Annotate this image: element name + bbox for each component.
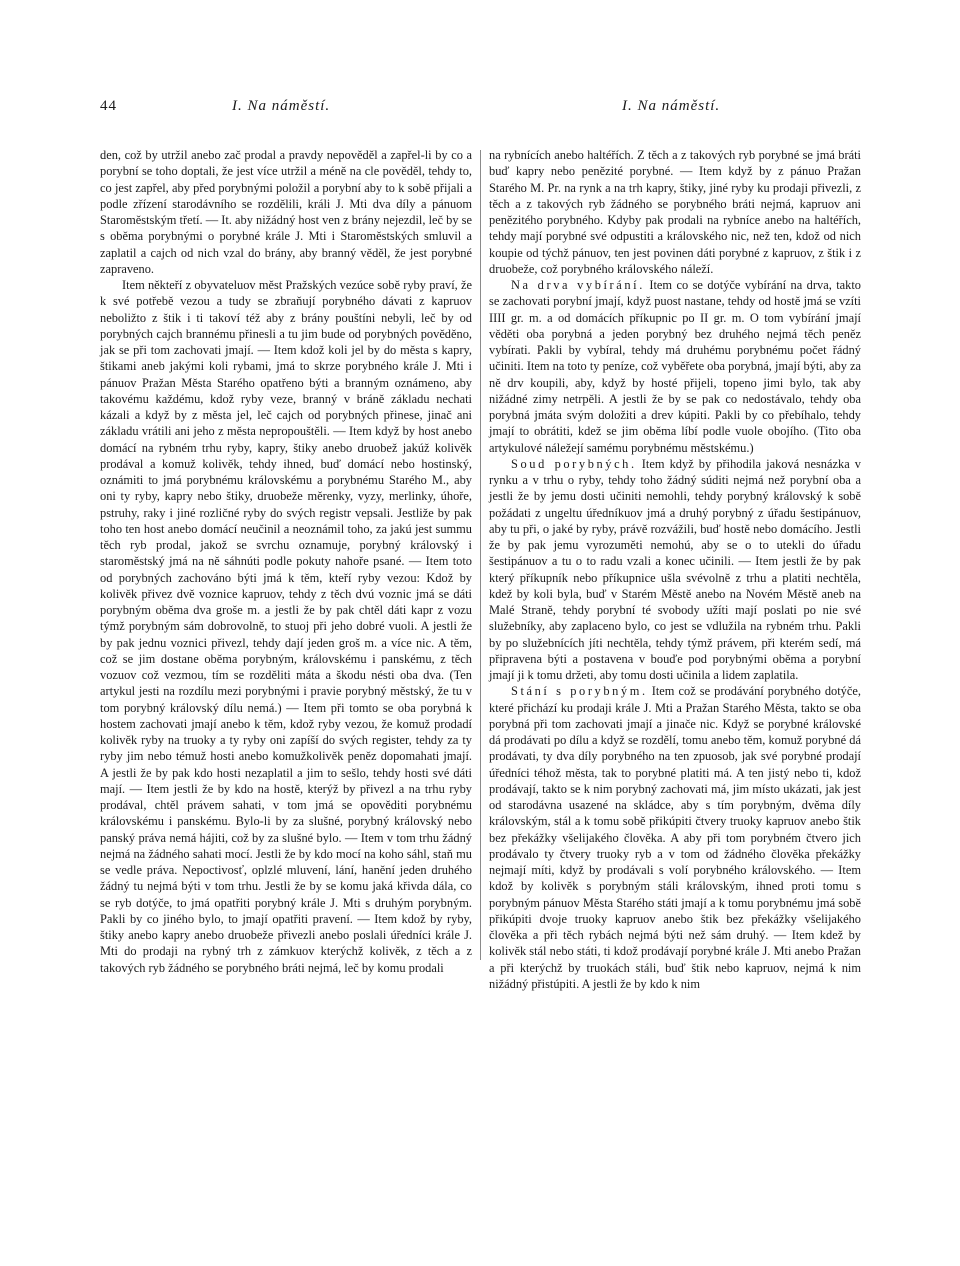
- running-title-left: I. Na náměstí.: [232, 98, 331, 114]
- right-column: [489, 147, 861, 992]
- right-paragraph-3-text: Item když by přihodila jaková nesnázka v rynku a v trhu o ryby, tehdy toho žádný súditi nejmá než porybní oba a jestli že by jemu dosti učiniti nemohli, tehdy porybný královský k sobě požádati z ungeltu úředníkuov jmá a druhý porybný z úřadu šestipánuov, aby tu při, o jaké by ryby, právě rozvážili, buď hostě nebo domácího. Jestli že by pak jemu vyrozuměti nemohú, aby se o to utekli do úřadu šestipánuov a tu o to radu vzali a konec učinili. — Item jestli že by pak který příkupník nebo příkupnice ušla svévolně z trhu a platiti nechtěla, kdež by koli byla, buď v Starém Městě anebo na Novém Městě aneb na Malé Straně, tehdy porybní té svobody užíti mají poslati po nie své služebníky, aby zaplaceno bylo, co jest se vdlužila na rybném trhu. Pakli by po služebnících jíti nechtěla, tehdy týmž právem, při kterém sedí, má připravena býti a postavena v bouďe pod porybnými oběma a porybní jmají ji k tomu držeti, aby tomu dosti učinila a lidem zaplatila.: [489, 456, 861, 682]
- section-heading-soud: Soud porybných.: [511, 456, 637, 471]
- section-heading-drva: Na drva vybírání.: [511, 278, 645, 292]
- right-paragraph-4: [489, 683, 861, 992]
- left-paragraph-2: Item někteří z obyvateluov měst Pražských vezúce sobě ryby praví, že k své potřebě vezou a tudy se zbraňují porybného dávati z kapruov neboližto z štik i ti takoví též aby z brány pouštíni nebyli, leč by od porybných cajch brannému přinesli a tu jim bude od porybných pověděno, jak se při tom zachovati jmají. — Item kdož koli jel by do města s kapry, štikami aneb jakými koli rybami, jmá to skrze porybného krále J. Mti i pánuov Pražan Města Starého opatřeno býti a branným oznámeno, aby takovému každému, kdož ryby veze, branný v bráně základu nechati kázali a když by z města jel, leč cajch od porybných přinese, jinač ani základu vrátili ani jeho z města nepropouštěli. — Item když by host anebo domácí na rybném trhu ryby, kapry, štiky anebo druobež jakúž kolivěk prodával a komuž kolivěk, tehdy ihned, buď domácí nebo hostinský, oznámiti to jmá porybnému královskému a porybnému Starého M., aby oni ty ryby, kapry nebo štiky, druobeže měrenky, vyzy, merlinky, úhoře, pstruhy, raky i jiné rozličné ryby do svých registr vepsali. Jestliže by pak toho ten host anebo domácí neučinil a neoznámil toho, za jakú jest summu těch ryb prodal, jakož se svrchu oznamuje, porybný královský i staroměstský jmá na ně sáhnúti podle pokuty nahoře psané. — Item toto od porybných zachováno býti jmá k těm, kteří ryby vezou: Kdož by kolivěk přivez dvě voznice kapruov, tehdy z těch dvú voznic jmá se dáti porybným oběma dva groše m. a jestli že by pak chtěl dáti kapr z vozu týmž porybným sám dobrovolně, to stuoj při jeho dobré vuoli. A jestli že by pak jednu voznici přivezl, tehdy dají jeden groš m. a více nic. A těm, což se jim dostane oběma porybným, královskému i panskému, z těch vozuov což vezmou, tím se rozděliti máta a škodu nésti oba dva. (Ten artykul jesti na rozdílu mezi porybnými i pravie porybný městský, že tu v tom porybný královský dílu nemá.) — Item při tomto se oba porybná k hostem zachovati jmají anebo k těm, kdož ryby vezou, že komuž prodadí kolivěk ryby na truoky a ty ryby oni zapíší do svých register, tehdy za ty ryby jim nebo témuž hosti anebo komužkolivěk peněz dopomahati jmají. A jestli že by pak kdo hosti nezaplatil a jim to sešlo, tehdy hosti své dáti mají. — Item jestli že by kdo na hostě, kterýž by přivezl a na trhu ryby prodával, chtěl právem sahati, v tom jmá se opověditi porybnému královskému i panskému. Bylo-li by za slušné, porybný královský nebo panský práva nemá hájiti, což by za slušné bylo. — Item v tom trhu žádný nejmá na žádného sahati mocí. Jestli že by kdo mocí na koho sáhl, staň mu se vedle práva. Nepoctivosť, oplzlé mluvení, lání, hanění jeden druhého žádný tu nejmá býti v tom trhu. Jestli že by se komu jaká křivda dála, co se ryb dotýče, to jmá opatřiti porybný krále J. Mti s druhým porybným. Pakli by co jiného bylo, to jmají opatřiti pravení. — Item kdož by ryby, štiky anebo kapry anebo druobeže přivezli anebo poslali úředníci krále J. Mti do prodaji na rybný trh z zámkuov kterýchž kolivěk, z těch a z takových ryb žádného se porybného bráti nejmá, leč by komu prodali: [100, 278, 472, 975]
- right-paragraph-2: [489, 277, 861, 456]
- column-divider: [480, 150, 481, 960]
- right-paragraph-4-text: Item což se prodávání porybného dotýče, které přichází ku prodaji krále J. Mti a Pražan Starého Města, takto se oba porybná při tom zachovati jmají a jinače nic. Když se porybné královské dá prodávati po dílu a když se rozdělí, tomu anebo těm, komuž porybné dá prodávati, ty dva díly porybného na ten zpuosob, jak své porybné prodají úředníci téhož města, tak to porybné platiti má. A ten jistý nebo ti, kdož prodávají, takto se k nim porybný zachovati má, jim místo ukázati, jak jest od starodávna usazené na skládce, aby s tím porybným, dvěma díly královským, stál a k tomu sobě přikúpiti čtvery truoky kapruov anebo štik bez překážky všelijakého člověka. A aby při tom porybném čtvero jich prodávalo ty čtvery truoky ryb a v tom od žádného člověka překážky nejmají míti, když by prodávali s volí porybného královského. — Item kdož by kolivěk s porybným stáli královským, ihned proti tomu s porybným pánuov Města Starého státi jmají a k tomu porybnému jmá sobě přikúpiti dvoje truoky kapruov anebo štik bez překážky všelijakého člověka a při těch rybách nejmá býti než sám druhý. — Item kdež by kolivěk stál nebo státi, ti kdož prodávají porybné krále J. Mti anebo Pražan a při kterýchž by truokách stáli, buď štik nebo kapruov, nejmá k nim nižádný přistúpiti. A jestli že by kdo k nim: [489, 684, 861, 991]
- left-paragraph-1: den, což by utržil anebo zač prodal a pravdy nepověděl a zapřel-li by co a porybní se toho doptali, že jest více utržil a méně na cle pověděl, tehdy to, co jest zapřel, aby před porybnými položil a porybní aby to k sobě přijali a podle zřízení starodávního se rozdělili, králi J. Mti dva díly a pánuom Staroměstským třetí. — It. aby nižádný host ven z brány nejezdil, leč by se s oběma porybnými o porybné krále J. Mti i Staroměstských smluvil a zaplatil a cajch od nich vzal do brány, aby branný věděl, že jest porybné zapraveno.: [100, 148, 472, 276]
- page-number: 44: [100, 98, 117, 114]
- running-title-right: I. Na náměstí.: [622, 98, 721, 114]
- right-paragraph-2-text: Item co se dotýče vybírání na drva, takto se zachovati porybní jmají, když puost nastane, tehdy od hostě jmá se vzíti IIII gr. m. a od domácích příkupnic po II gr. m. O tom vybírání jmají věděti oba porybná a jeden porybný bez druhého nejmá těch peněz vybírati. Pakli by vybíral, tehdy má druhému porybnému počet řádný učiniti. Item na toto ty peníze, což vyběřete oba porybná, jmají býti, aby za ně drv koupili, aby, když by hosté přijeli, topeno jimi bylo, tak aby nižádné zimy netrpěli. A jestli že by se pak co nedostávalo, tehdy oba porybná jmáta svým doložiti a drev kúpiti. Pakli by co přebíhalo, tehdy jmají to obrátiti, kdež se jim oběma líbí podle vuole obojího. (Tito oba artykulové náležejí samému porybnému městskému.): [489, 278, 861, 455]
- right-paragraph-1: na rybnících anebo haltéřích. Z těch a z takových ryb porybné se jmá bráti buď kapry nebo penězité porybné. — Item když by z pánuo Pražan Starého M. Pr. na rynk a na trh kapry, štiky, jiné ryby ku prodaji přivezli, z těch a z takových ryb žádného se porybného bráti nejmá, kapruov ani penězitého porybného. Kdyby pak prodali na rybníce anebo na haltéřích, tehdy mají porybné své odpustiti a královského nic, než ten, kdož od nich koupie od týchž pánuov, ten jest povinen dáti porybné z kapruov, z štik i z druobeže, což porybného královského náleží.: [489, 148, 861, 276]
- section-heading-stani: Stání s porybným.: [511, 684, 648, 699]
- left-column: [100, 147, 472, 976]
- page-header: [100, 98, 860, 122]
- right-paragraph-3: [489, 456, 861, 684]
